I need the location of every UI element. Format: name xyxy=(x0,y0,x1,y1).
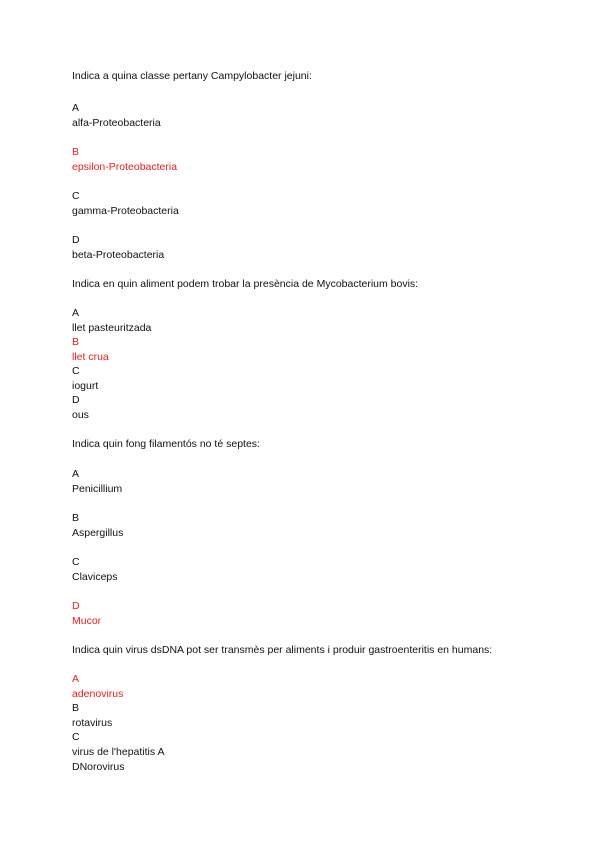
q3-option-b-letter: B xyxy=(72,512,80,524)
q1-option-c-text: gamma-Proteobacteria xyxy=(72,205,179,217)
q4-option-a-letter: A xyxy=(72,673,80,685)
q2-option-a-text: llet pasteuritzada xyxy=(72,322,152,334)
q1-option-d-text: beta-Proteobacteria xyxy=(72,249,165,261)
q4-option-b-letter: B xyxy=(72,702,80,714)
q2-option-a-letter: A xyxy=(72,307,80,319)
q3-option-c-text: Claviceps xyxy=(72,571,118,583)
q3-option-d-letter: D xyxy=(72,600,80,612)
q1-option-b-text: epsilon-Proteobacteria xyxy=(72,161,178,173)
q1-option-c-letter: C xyxy=(72,190,80,202)
question-2-prompt: Indica en quin aliment podem trobar la presència de Mycobacterium bovis: xyxy=(72,278,419,290)
q4-option-d-text: Norovirus xyxy=(79,761,125,773)
question-3-prompt: Indica quin fong filamentós no té septes: xyxy=(72,438,260,450)
q2-option-c-text: iogurt xyxy=(72,380,99,392)
question-1-prompt: Indica a quina classe pertany Campylobacter jejuni: xyxy=(72,70,312,82)
q3-option-d-text: Mucor xyxy=(72,615,102,627)
q1-option-b-letter: B xyxy=(72,146,80,158)
q4-option-d xyxy=(72,761,125,774)
q2-option-d-text: ous xyxy=(72,409,89,421)
q4-option-a-text: adenovirus xyxy=(72,688,124,700)
q2-option-b-letter: B xyxy=(72,336,80,348)
q3-option-a-text: Penicillium xyxy=(72,483,123,495)
q1-option-a-text: alfa-Proteobacteria xyxy=(72,117,161,129)
question-4-prompt: Indica quin virus dsDNA pot ser transmès per aliments i produir gastroenteritis en humans: xyxy=(72,644,493,656)
q4-option-c-text: virus de l'hepatitis A xyxy=(72,746,165,758)
q3-option-c-letter: C xyxy=(72,556,80,568)
q2-option-b-text: llet crua xyxy=(72,351,109,363)
q4-option-c-letter: C xyxy=(72,731,80,743)
q2-option-d-letter: D xyxy=(72,394,80,406)
q2-option-c-letter: C xyxy=(72,365,80,377)
q4-option-b-text: rotavirus xyxy=(72,717,113,729)
q3-option-a-letter: A xyxy=(72,468,80,480)
q1-option-a-letter: A xyxy=(72,102,80,114)
q3-option-b-text: Aspergillus xyxy=(72,527,124,539)
q1-option-d-letter: D xyxy=(72,234,80,246)
q4-option-d-letter: D xyxy=(72,761,80,773)
